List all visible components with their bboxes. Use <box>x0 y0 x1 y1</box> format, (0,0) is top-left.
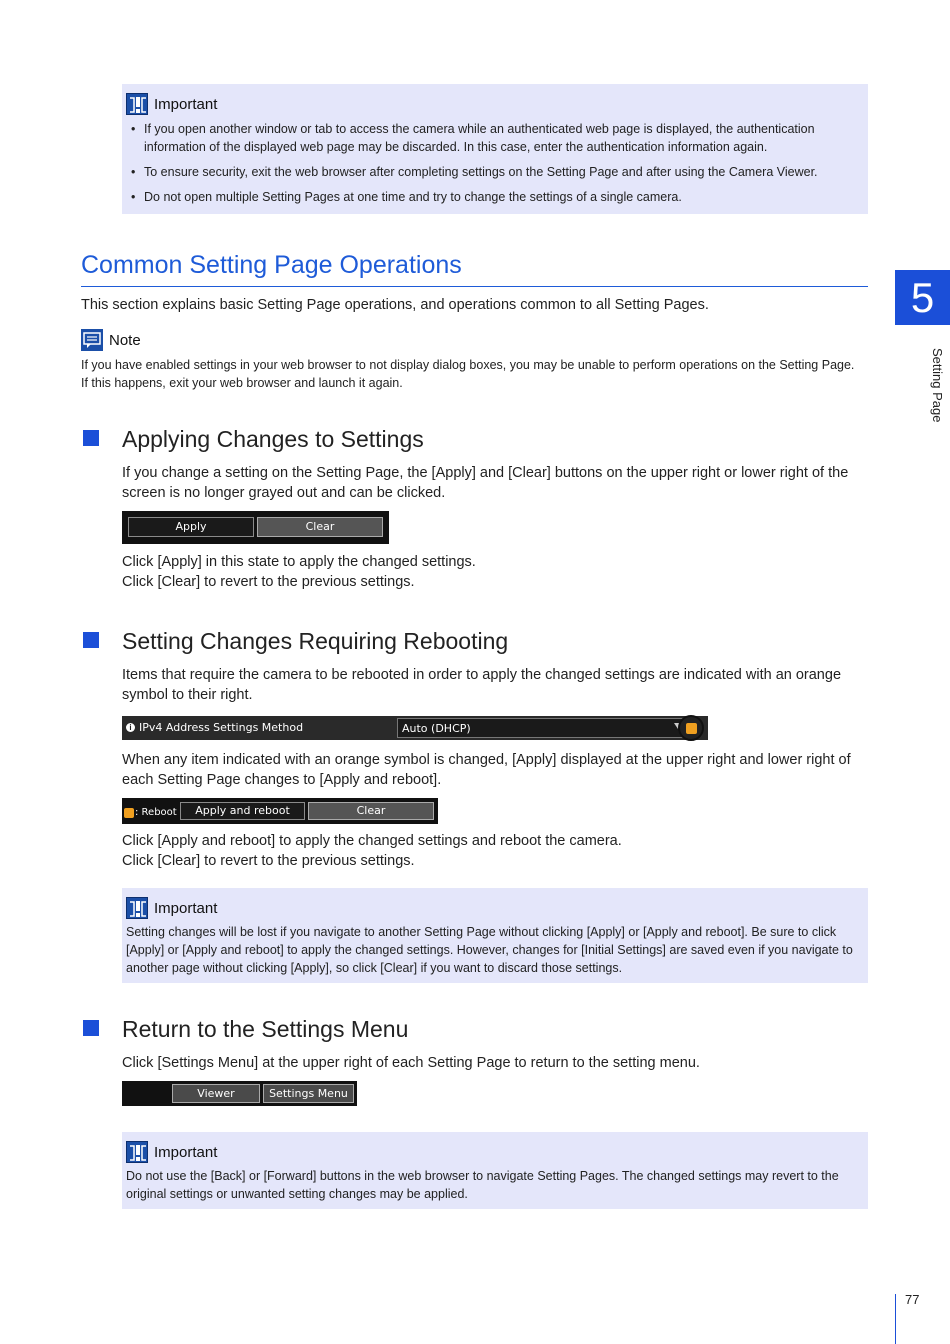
chapter-label: Setting Page <box>930 348 945 423</box>
important-icon <box>126 1141 148 1163</box>
returning-title: Return to the Settings Menu <box>122 1016 409 1042</box>
important-list <box>126 120 858 206</box>
returning-text: Click [Settings Menu] at the upper right of each Setting Page to return to the setting menu. <box>122 1055 700 1071</box>
important-text: Setting changes will be lost if you navigate to another Setting Page without clicking [Apply] or [Apply and reboot]. Be sure to click [Apply] or [Apply and reboot] to apply the changed settings. However, changes for [Initial Settings] are saved even if you navigate to another page without clicking [Apply], so click [Clear] if you want to discard those settings. <box>126 925 853 975</box>
important-box <box>122 1132 868 1209</box>
section-rule <box>81 286 868 287</box>
note-icon <box>81 329 103 351</box>
page-number: 77 <box>905 1292 920 1307</box>
list-item: • Do not open multiple Setting Pages at one time and try to change the settings of a single camera. <box>126 188 858 206</box>
important-box <box>122 888 868 983</box>
important-icon <box>126 897 148 919</box>
page-divider <box>895 1294 896 1344</box>
clear-button[interactable]: Clear <box>308 802 434 820</box>
select-value: Auto (DHCP) <box>402 722 471 735</box>
settings-menu-screenshot <box>122 1081 357 1106</box>
applying-after-1: Click [Apply] in this state to apply the changed settings. <box>122 554 476 570</box>
heading-square <box>83 1020 99 1036</box>
important-text: Do not use the [Back] or [Forward] buttons in the web browser to navigate Setting Pages. The changed settings may revert to the original settings or unwanted setting changes may be applied. <box>126 1169 839 1201</box>
apply-and-reboot-button[interactable]: Apply and reboot <box>180 802 305 820</box>
settings-menu-button[interactable]: Settings Menu <box>263 1084 354 1103</box>
section-intro: This section explains basic Setting Page operations, and operations common to all Setting Pages. <box>81 297 709 313</box>
important-heading <box>126 93 858 115</box>
applying-title: Applying Changes to Settings <box>122 426 424 452</box>
note-text: If you have enabled settings in your web browser to not display dialog boxes, you may be unable to perform operations on the Setting Page. If this happens, exit your web browser and launch it again. <box>81 358 855 390</box>
heading-square <box>83 430 99 446</box>
ipv4-method-select[interactable] <box>397 718 687 738</box>
ipv4-setting-screenshot <box>122 716 708 740</box>
important-box <box>122 84 868 214</box>
reboot-icon <box>124 808 134 818</box>
apply-reboot-screenshot <box>122 798 438 824</box>
apply-button[interactable]: Apply <box>128 517 254 537</box>
rebooting-after-2: Click [Clear] to revert to the previous settings. <box>122 853 415 869</box>
note-heading <box>81 329 141 351</box>
info-icon: i <box>126 723 135 732</box>
ipv4-field-label: IPv4 Address Settings Method <box>139 721 304 734</box>
note-title: Note <box>109 331 141 349</box>
viewer-button[interactable]: Viewer <box>172 1084 260 1103</box>
reboot-legend: : Reboot <box>135 807 177 818</box>
rebooting-text2: When any item indicated with an orange symbol is changed, [Apply] displayed at the upper right and lower right of each Setting Page changes to [Apply and reboot]. <box>122 752 851 788</box>
chapter-tab: 5 <box>895 270 950 325</box>
rebooting-title: Setting Changes Requiring Rebooting <box>122 628 509 654</box>
applying-after-2: Click [Clear] to revert to the previous settings. <box>122 574 415 590</box>
important-title: Important <box>154 95 218 113</box>
important-heading <box>126 1141 862 1163</box>
reboot-required-icon <box>678 715 704 741</box>
list-item: • To ensure security, exit the web browser after completing settings on the Setting Page and after using the Camera Viewer. <box>126 163 858 181</box>
list-item: • If you open another window or tab to access the camera while an authenticated web page is displayed, the authentication information of the displayed web page may be discarded. In this case, enter the authentication information again. <box>126 120 858 156</box>
clear-button[interactable]: Clear <box>257 517 383 537</box>
apply-clear-screenshot <box>122 511 389 544</box>
important-title: Important <box>154 899 218 917</box>
applying-text: If you change a setting on the Setting Page, the [Apply] and [Clear] buttons on the upper right or lower right of the screen is no longer grayed out and can be clicked. <box>122 465 849 501</box>
rebooting-text: Items that require the camera to be rebooted in order to apply the changed settings are indicated with an orange symbol to their right. <box>122 667 842 703</box>
section-title: Common Setting Page Operations <box>81 251 462 279</box>
rebooting-after-1: Click [Apply and reboot] to apply the changed settings and reboot the camera. <box>122 833 622 849</box>
important-icon <box>126 93 148 115</box>
heading-square <box>83 632 99 648</box>
important-title: Important <box>154 1143 218 1161</box>
important-heading <box>126 897 862 919</box>
